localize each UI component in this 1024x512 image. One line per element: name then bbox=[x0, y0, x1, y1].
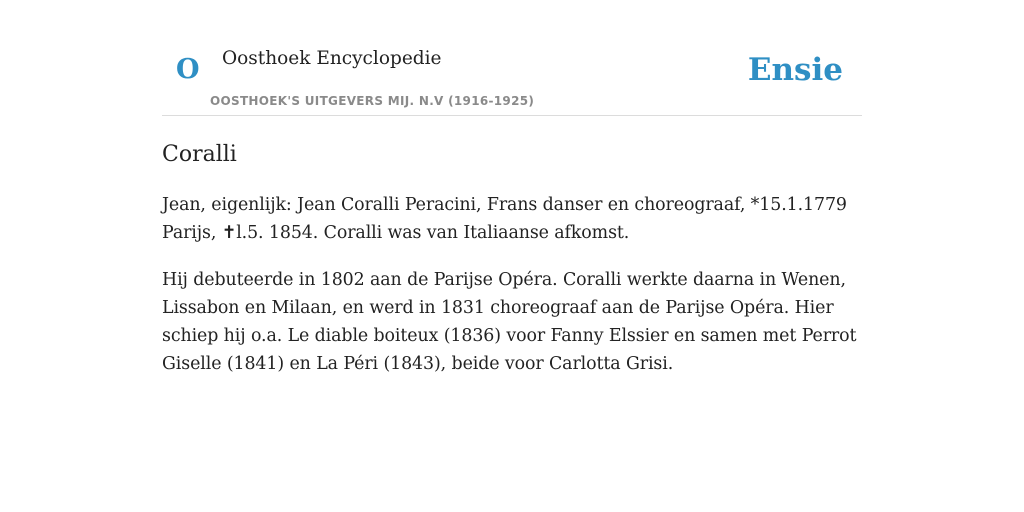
publisher-subtitle: OOSTHOEK'S UITGEVERS MIJ. N.V (1916-1925) bbox=[210, 94, 535, 108]
ensie-brand-logo[interactable]: Ensie bbox=[747, 52, 843, 88]
encyclopedia-logo[interactable]: O bbox=[176, 54, 200, 85]
page bbox=[162, 0, 862, 378]
article-title: Coralli bbox=[162, 142, 237, 167]
article-paragraph: Hij debuteerde in 1802 aan de Parijse Opéra. Coralli werkte daarna in Wenen, Lissabon en Milaan, en werd in 1831 choreograaf aan de Parijse Opéra. Hier schiep hij o.a. Le diable boiteux (1836) voor Fanny Elssier en samen met Perrot Giselle (1841) en La Péri (1843), beide voor Carlotta Grisi. bbox=[162, 270, 857, 374]
article-paragraph: Jean, eigenlijk: Jean Coralli Peracini, Frans danser en choreograaf, *15.1.1779 Parijs, ✝l.5. 1854. Coralli was van Italiaanse afkomst. bbox=[162, 195, 847, 243]
site-header bbox=[162, 44, 862, 116]
encyclopedia-title[interactable]: Oosthoek Encyclopedie bbox=[222, 48, 442, 69]
